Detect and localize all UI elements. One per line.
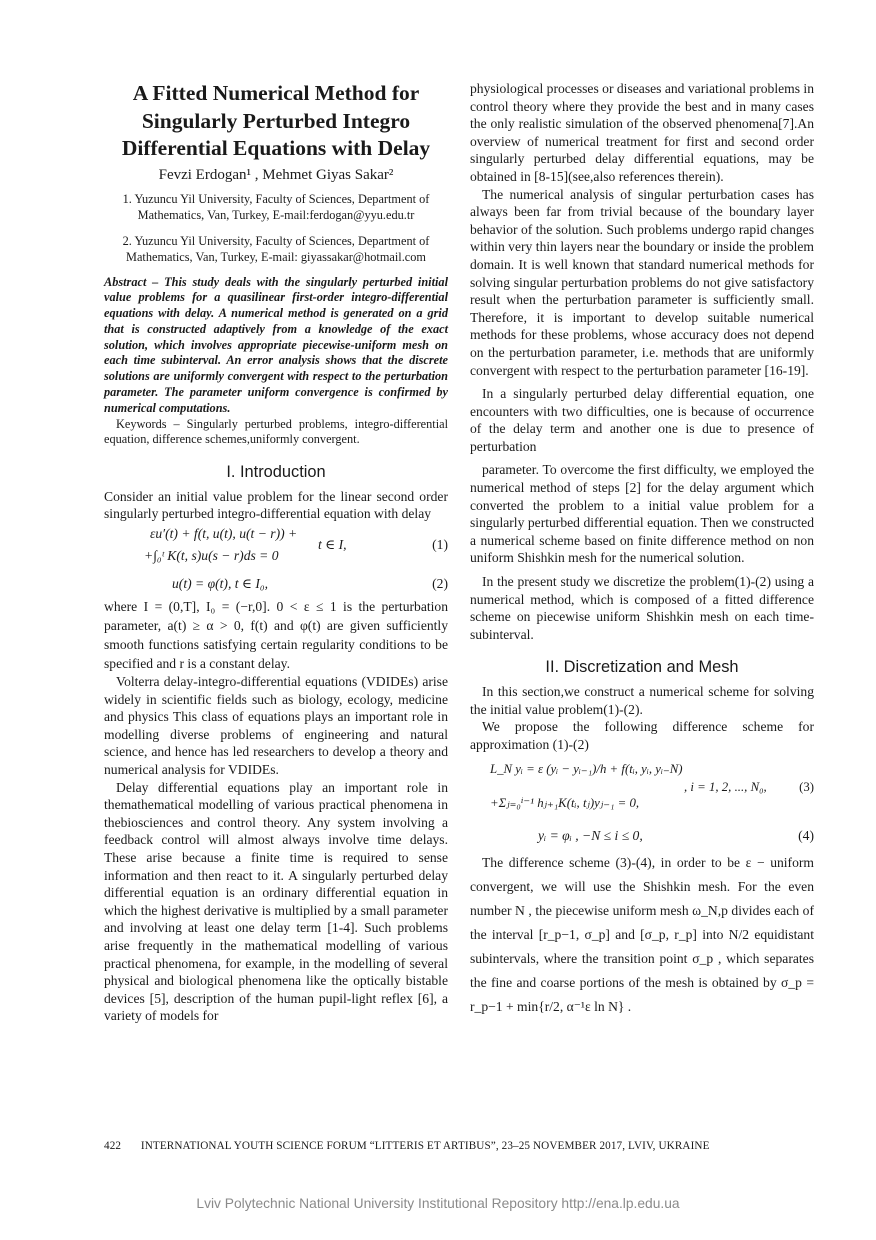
equation-4-body: yᵢ = φᵢ , −N ≤ i ≤ 0,	[538, 828, 643, 844]
keywords: Keywords – Singularly perturbed problems, integro-differential equation, difference schemes,uniformly convergent.	[104, 416, 448, 447]
right-paragraph-4: parameter. To overcome the first difficulty, we employed the numerical method of steps [2] for the delay argument which converted the problem to a initial value problem for a singularly perturbed differential equation. Then we constructed a numerical scheme based on finite difference method on non uniform Shishkin mesh for the numerical solution.	[470, 462, 814, 566]
discretization-paragraph-2: We propose the following difference scheme for approximation (1)-(2)	[470, 719, 814, 752]
abstract	[104, 275, 448, 417]
right-paragraph-1: physiological processes or diseases and variational problems in control theory where they provide the best and in many cases the only realistic simulation of the observed phenomena[7].An overview of numerical treatment for first and second order singularly perturbed delay differential equations, may be obtained in [8-15](see,also references therein).	[470, 81, 814, 184]
intro-paragraph-4: Delay differential equations play an important role in themathematical modelling of various practical phenomena in thebiosciences and control theory. Any system involving a feedback control will almost always involve time delays. These arise because a finite time is required to sense information and then react to it. A singularly perturbed delay differential equation is an ordinary differential equation in which the highest derivative is multiplied by a small parameter and involving at least one delay term [1-4]. Such problems arise frequently in the mathematical modelling of various practical phenomena, for example, in the modelling of several physical and biological phenomena like the optically bistable devices [5], description of the human pupil-light reflex [6], a variety of models for	[104, 779, 448, 1024]
equation-3-condition: , i = 1, 2, ..., N₀,	[684, 780, 767, 795]
equation-2-number: (2)	[432, 576, 448, 592]
equation-3-line-1: L_N yᵢ = ε (yᵢ − yᵢ₋₁)/h + f(tᵢ, yᵢ, yᵢ₋N)	[490, 762, 683, 777]
equation-3	[470, 759, 814, 821]
repository-watermark: Lviv Polytechnic National University Institutional Repository http://ena.lp.edu.ua	[196, 1196, 680, 1211]
affiliation-1: 1. Yuzuncu Yil University, Faculty of Sciences, Department of Mathematics, Van, Turkey, E-mail:ferdogan@yyu.edu.tr	[122, 191, 430, 222]
abstract-text: This study deals with the singularly perturbed initial value problems for a quasilinear first-order integro-differential equations with delay. A numerical method is generated on a grid that is constructed adaptively from a knowledge of the exact solution, which involves appropriate piecewise-uniform mesh on each time subinterval. An error analysis shows that the discrete solutions are uniformly convergent with respect to the perturbation parameter. The parameter uniform convergence is confirmed by numerical computations.	[104, 274, 448, 415]
discretization-paragraph-3: The difference scheme (3)-(4), in order to be ε − uniform convergent, we will use the Shishkin mesh. For the even number N , the piecewise uniform mesh ω_N,p divides each of the interval [r_p−1, σ_p] and [σ_p, r_p] into N/2 equidistant subintervals, where the transition point σ_p , which separates the fine and coarse portions of the mesh is obtained by σ_p = r_p−1 + min{r/2, α⁻¹ε ln N} .	[470, 855, 814, 1015]
equation-1-line-1: εu′(t) + f(t, u(t), u(t − r)) +	[150, 526, 298, 542]
right-paragraph-5: In the present study we discretize the problem(1)-(2) using a numerical method, which is composed of a fitted difference scheme on piecewise uniform Shishkin mesh on each time-subinterval.	[470, 574, 814, 642]
paper-authors: Fevzi Erdogan¹ , Mehmet Giyas Sakar²	[158, 166, 394, 183]
equation-4	[470, 825, 814, 847]
equation-1	[104, 525, 448, 569]
equation-1-number: (1)	[432, 537, 448, 553]
intro-paragraph-3: Volterra delay-integro-differential equations (VDIDEs) arise widely in scientific fields such as biology, ecology, medicine and physics This class of equations plays an important role in modelling diverse problems of engineering and natural science, and hence has led researchers to develop a theory and numerical analysis for VDIDEs.	[104, 674, 448, 778]
equation-1-condition: t ∈ I,	[318, 537, 347, 553]
intro-paragraph-1: Consider an initial value problem for the linear second order singularly perturbed integro-differential equation with delay	[104, 488, 448, 522]
introduction-heading: I. Introduction	[226, 463, 326, 482]
equation-2	[104, 573, 448, 595]
intro-paragraph-2: where I = (0,T], I₀ = (−r,0]. 0 < ε ≤ 1 is the perturbation parameter, a(t) ≥ α > 0, f(t) and φ(t) are given sufficiently smooth functions satisfying certain regularity conditions to be specified and r is a constant delay.	[104, 599, 448, 672]
affiliation-2: 2. Yuzuncu Yil University, Faculty of Sciences, Department of Mathematics, Van, Turkey, E-mail: giyassakar@hotmail.com	[122, 233, 430, 264]
equation-3-number: (3)	[799, 780, 814, 795]
abstract-label: Abstract –	[104, 274, 159, 289]
discretization-heading: II. Discretization and Mesh	[545, 658, 739, 677]
right-paragraph-3: In a singularly perturbed delay differential equation, one encounters with two difficulties, one is because of occurrence of the delay term and another one is due to presence of perturbation	[470, 386, 814, 454]
page-number: 422	[104, 1140, 122, 1152]
discretization-paragraph-1: In this section,we construct a numerical scheme for solving the initial value problem(1)-(2).	[470, 684, 814, 717]
equation-2-body: u(t) = φ(t), t ∈ I₀,	[172, 576, 269, 592]
page-footer	[104, 1140, 710, 1152]
equation-3-line-2: +Σⱼ₌₀ⁱ⁻¹ hⱼ₊₁K(tᵢ, tⱼ)yⱼ₋₁ = 0,	[490, 796, 640, 811]
equation-1-line-2: +∫₀ᵗ K(t, s)u(s − r)ds = 0	[144, 548, 279, 564]
left-column	[104, 80, 448, 1025]
conference-name: INTERNATIONAL YOUTH SCIENCE FORUM “LITTERIS ET ARTIBUS”, 23–25 NOVEMBER 2017, LVIV, UKRAINE	[140, 1140, 710, 1152]
right-paragraph-2: The numerical analysis of singular perturbation cases has always been far from trivial because of the boundary layer behavior of the solution. Such problems undergo rapid changes within very thin layers near the boundary or inside the problem domain. It is well known that standard numerical methods for solving singular perturbation problems do not give satisfactory result when the perturbation parameter is sufficiently small. Therefore, it is important to develop suitable numerical methods for these problems, whose accuracy does not depend on the perturbation parameter, i.e. methods that are uniformly convergent with respect to the perturbation parameter [16-19].	[470, 186, 814, 378]
right-column	[470, 80, 814, 1019]
paper-title: A Fitted Numerical Method for Singularly Perturbed Integro Differential Equations with Delay	[121, 81, 431, 160]
equation-4-number: (4)	[798, 828, 814, 844]
